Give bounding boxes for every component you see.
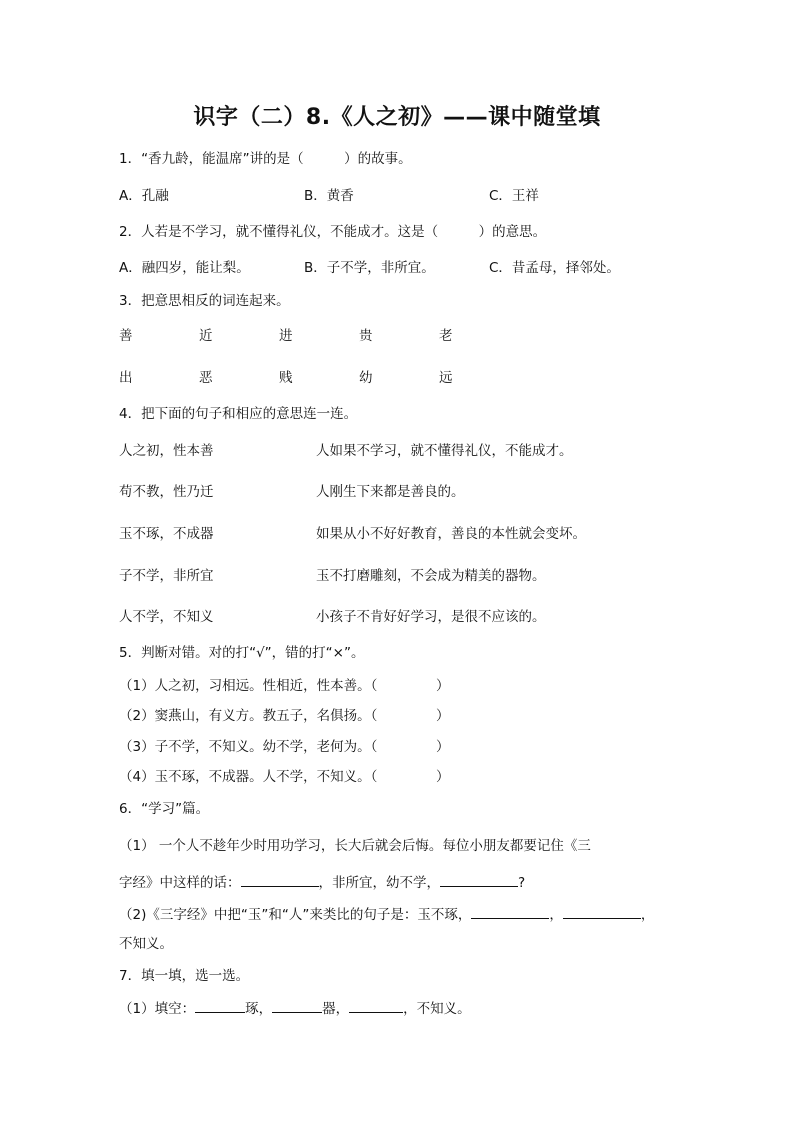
q4-left-phrase: 苟不教，性乃迁 [119,484,214,500]
q6-text: （2)《三字经》中把“玉”和“人”来类比的句子是：玉不琢， [119,907,472,923]
question-2-stem: 2．人若是不学习，就不懂得礼仪，不能成才。这是（ ）的意思。 [119,224,547,240]
q3-top-word: 贵 [359,328,373,344]
page-title: 识字（二）8.《人之初》——课中随堂填 [193,105,601,130]
question-6-stem: 6．“学习”篇。 [119,801,210,817]
q5-statement: （2）窦燕山，有义方。教五子，名俱扬。（ [119,708,378,724]
fill-blank[interactable] [349,999,403,1013]
q4-left-phrase: 玉不琢，不成器 [119,526,214,542]
fill-blank[interactable] [272,999,322,1013]
q3-top-word: 近 [199,328,213,344]
q5-answer-bracket-close: ） [436,678,450,694]
q5-answer-bracket-close: ） [436,769,450,785]
question-1-option-a: A．孔融 [119,188,169,204]
q7-text: （1）填空： [119,1001,196,1017]
q6-part2-line1 [119,905,654,924]
q6-text: ，非所宜，幼不学， [318,875,440,891]
q7-text: ，不知义。 [403,1001,471,1017]
q4-right-meaning: 人刚生下来都是善良的。 [316,484,465,500]
question-1-option-b: B．黄香 [304,188,354,204]
q3-bottom-word: 出 [119,370,133,386]
question-2-option-c: C．昔孟母，择邻处。 [489,260,620,276]
q4-right-meaning: 如果从小不好好教育，善良的本性就会变坏。 [316,526,586,542]
q3-bottom-word: 远 [439,370,453,386]
q7-text: 器， [322,1001,350,1017]
q7-text: 琢， [245,1001,273,1017]
q5-statement: （3）子不学，不知义。幼不学，老何为。（ [119,739,378,755]
q6-part2-line2: 不知义。 [119,936,173,952]
q5-answer-bracket-close: ） [436,708,450,724]
q7-part1-line [119,999,471,1018]
q4-left-phrase: 子不学，非所宜 [119,568,214,584]
q3-bottom-word: 恶 [199,370,213,386]
fill-blank[interactable] [241,873,319,887]
q5-answer-bracket-close: ） [436,739,450,755]
q5-statement: （1）人之初，习相远。性相近，性本善。（ [119,678,378,694]
q3-top-word: 进 [279,328,293,344]
q4-left-phrase: 人之初，性本善 [119,443,214,459]
q5-statement: （4）玉不琢，不成器。人不学，不知义。（ [119,769,378,785]
q4-right-meaning: 玉不打磨雕刻，不会成为精美的器物。 [316,568,546,584]
q4-right-meaning: 人如果不学习，就不懂得礼仪，不能成才。 [316,443,573,459]
q6-part1-line2 [119,873,525,892]
fill-blank[interactable] [440,873,518,887]
q6-text: ? [518,875,526,891]
q4-left-phrase: 人不学，不知义 [119,609,214,625]
question-3-stem: 3．把意思相反的词连起来。 [119,293,290,309]
fill-blank[interactable] [195,999,245,1013]
question-1-stem: 1．“香九龄，能温席”讲的是（ ）的故事。 [119,151,412,167]
question-4-stem: 4．把下面的句子和相应的意思连一连。 [119,406,358,422]
q3-bottom-word: 幼 [359,370,373,386]
q3-top-word: 善 [119,328,133,344]
q3-bottom-word: 贱 [279,370,293,386]
q6-text: ， [640,907,655,923]
q6-part1-line1: （1） 一个人不趁年少时用功学习，长大后就会后悔。每位小朋友都要记住《三 [119,838,591,854]
question-7-stem: 7．填一填，选一选。 [119,968,250,984]
q4-right-meaning: 小孩子不肯好好学习，是很不应该的。 [316,609,546,625]
q6-text: 字经》中这样的话： [119,875,241,891]
q6-text: ， [549,907,563,923]
question-5-stem: 5．判断对错。对的打“√”，错的打“×”。 [119,645,365,661]
fill-blank[interactable] [563,905,641,919]
q3-top-word: 老 [439,328,453,344]
question-2-option-a: A．融四岁，能让梨。 [119,260,250,276]
fill-blank[interactable] [471,905,549,919]
question-1-option-c: C．王祥 [489,188,539,204]
question-2-option-b: B．子不学，非所宜。 [304,260,435,276]
